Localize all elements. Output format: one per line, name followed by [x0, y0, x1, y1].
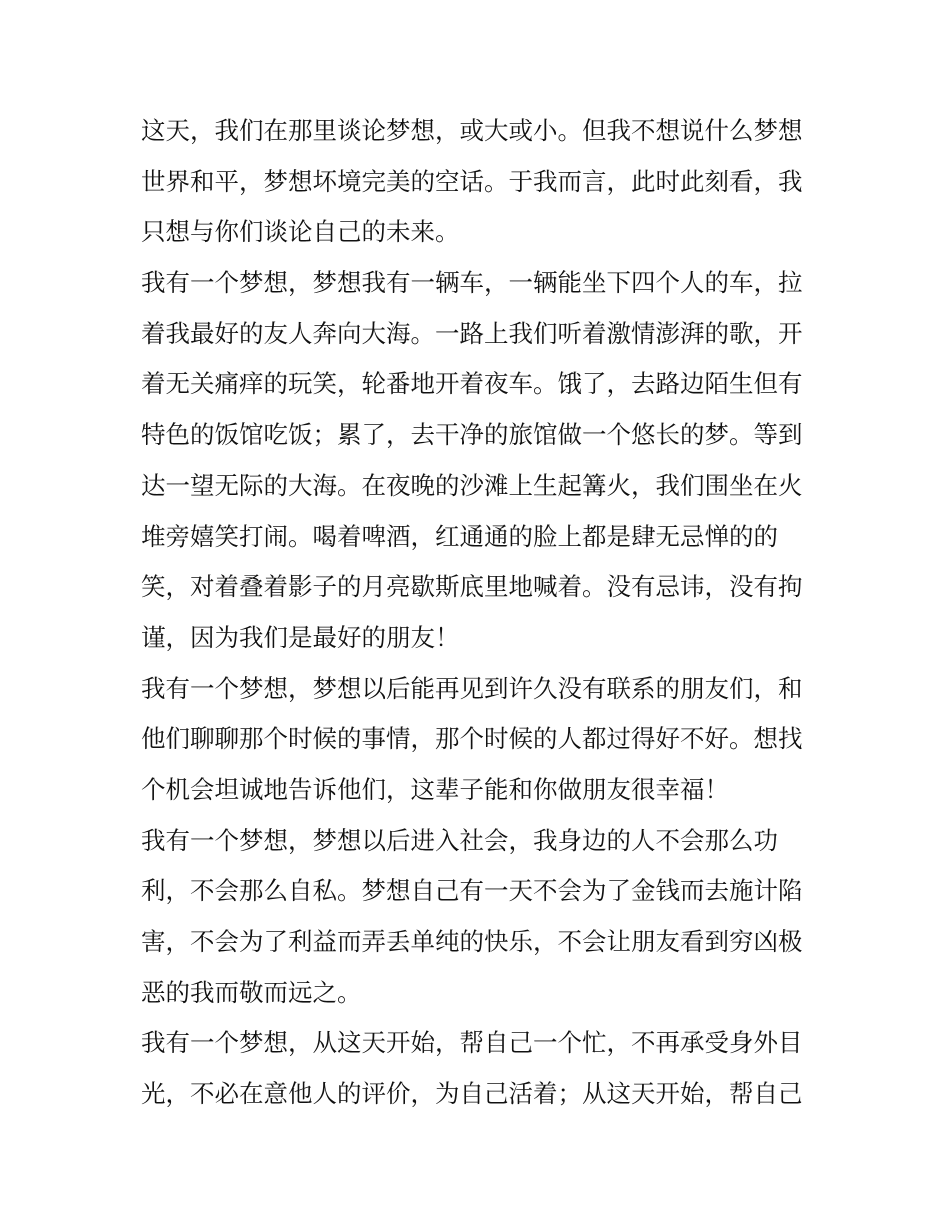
- document-body: [141, 106, 813, 1120]
- text-line: 我有一个梦想，梦想以后能再见到许久没有联系的朋友们，和: [141, 673, 803, 703]
- text-line: 恶的我而敬而远之。: [141, 977, 362, 1007]
- text-line: 笑，对着叠着影子的月亮歇斯底里地喊着。没有忌讳，没有拘: [141, 572, 803, 602]
- text-line: 谨，因为我们是最好的朋友！: [141, 622, 460, 652]
- text-line: 我有一个梦想，梦想我有一辆车，一辆能坐下四个人的车，拉: [141, 268, 803, 298]
- text-line: 只想与你们谈论自己的未来。: [141, 217, 460, 247]
- text-line: 利，不会那么自私。梦想自己有一天不会为了金钱而去施计陷: [141, 876, 803, 906]
- text-line: 个机会坦诚地告诉他们，这辈子能和你做朋友很幸福！: [141, 774, 729, 804]
- text-line: 达一望无际的大海。在夜晚的沙滩上生起篝火，我们围坐在火: [141, 470, 803, 500]
- text-line: 着无关痛痒的玩笑，轮番地开着夜车。饿了，去路边陌生但有: [141, 369, 803, 399]
- text-line: 害，不会为了利益而弄丢单纯的快乐，不会让朋友看到穷凶极: [141, 927, 803, 956]
- text-line: 光，不必在意他人的评价，为自己活着；从这天开始，帮自己: [141, 1079, 803, 1109]
- text-line: 我有一个梦想，梦想以后进入社会，我身边的人不会那么功: [141, 825, 778, 855]
- text-line: 我有一个梦想，从这天开始，帮自己一个忙，不再承受身外目: [141, 1028, 803, 1058]
- text-line: 特色的饭馆吃饭；累了，去干净的旅馆做一个悠长的梦。等到: [141, 420, 803, 450]
- text-line: 着我最好的友人奔向大海。一路上我们听着激情澎湃的歌，开: [141, 318, 803, 348]
- text-line: 他们聊聊那个时候的事情，那个时候的人都过得好不好。想找: [141, 724, 803, 754]
- text-line: 这天，我们在那里谈论梦想，或大或小。但我不想说什么梦想: [141, 116, 803, 145]
- text-line: 世界和平，梦想坏境完美的空话。于我而言，此时此刻看，我: [141, 166, 803, 196]
- text-line: 堆旁嬉笑打闹。喝着啤酒，红通通的脸上都是肆无忌惮的的: [141, 521, 778, 551]
